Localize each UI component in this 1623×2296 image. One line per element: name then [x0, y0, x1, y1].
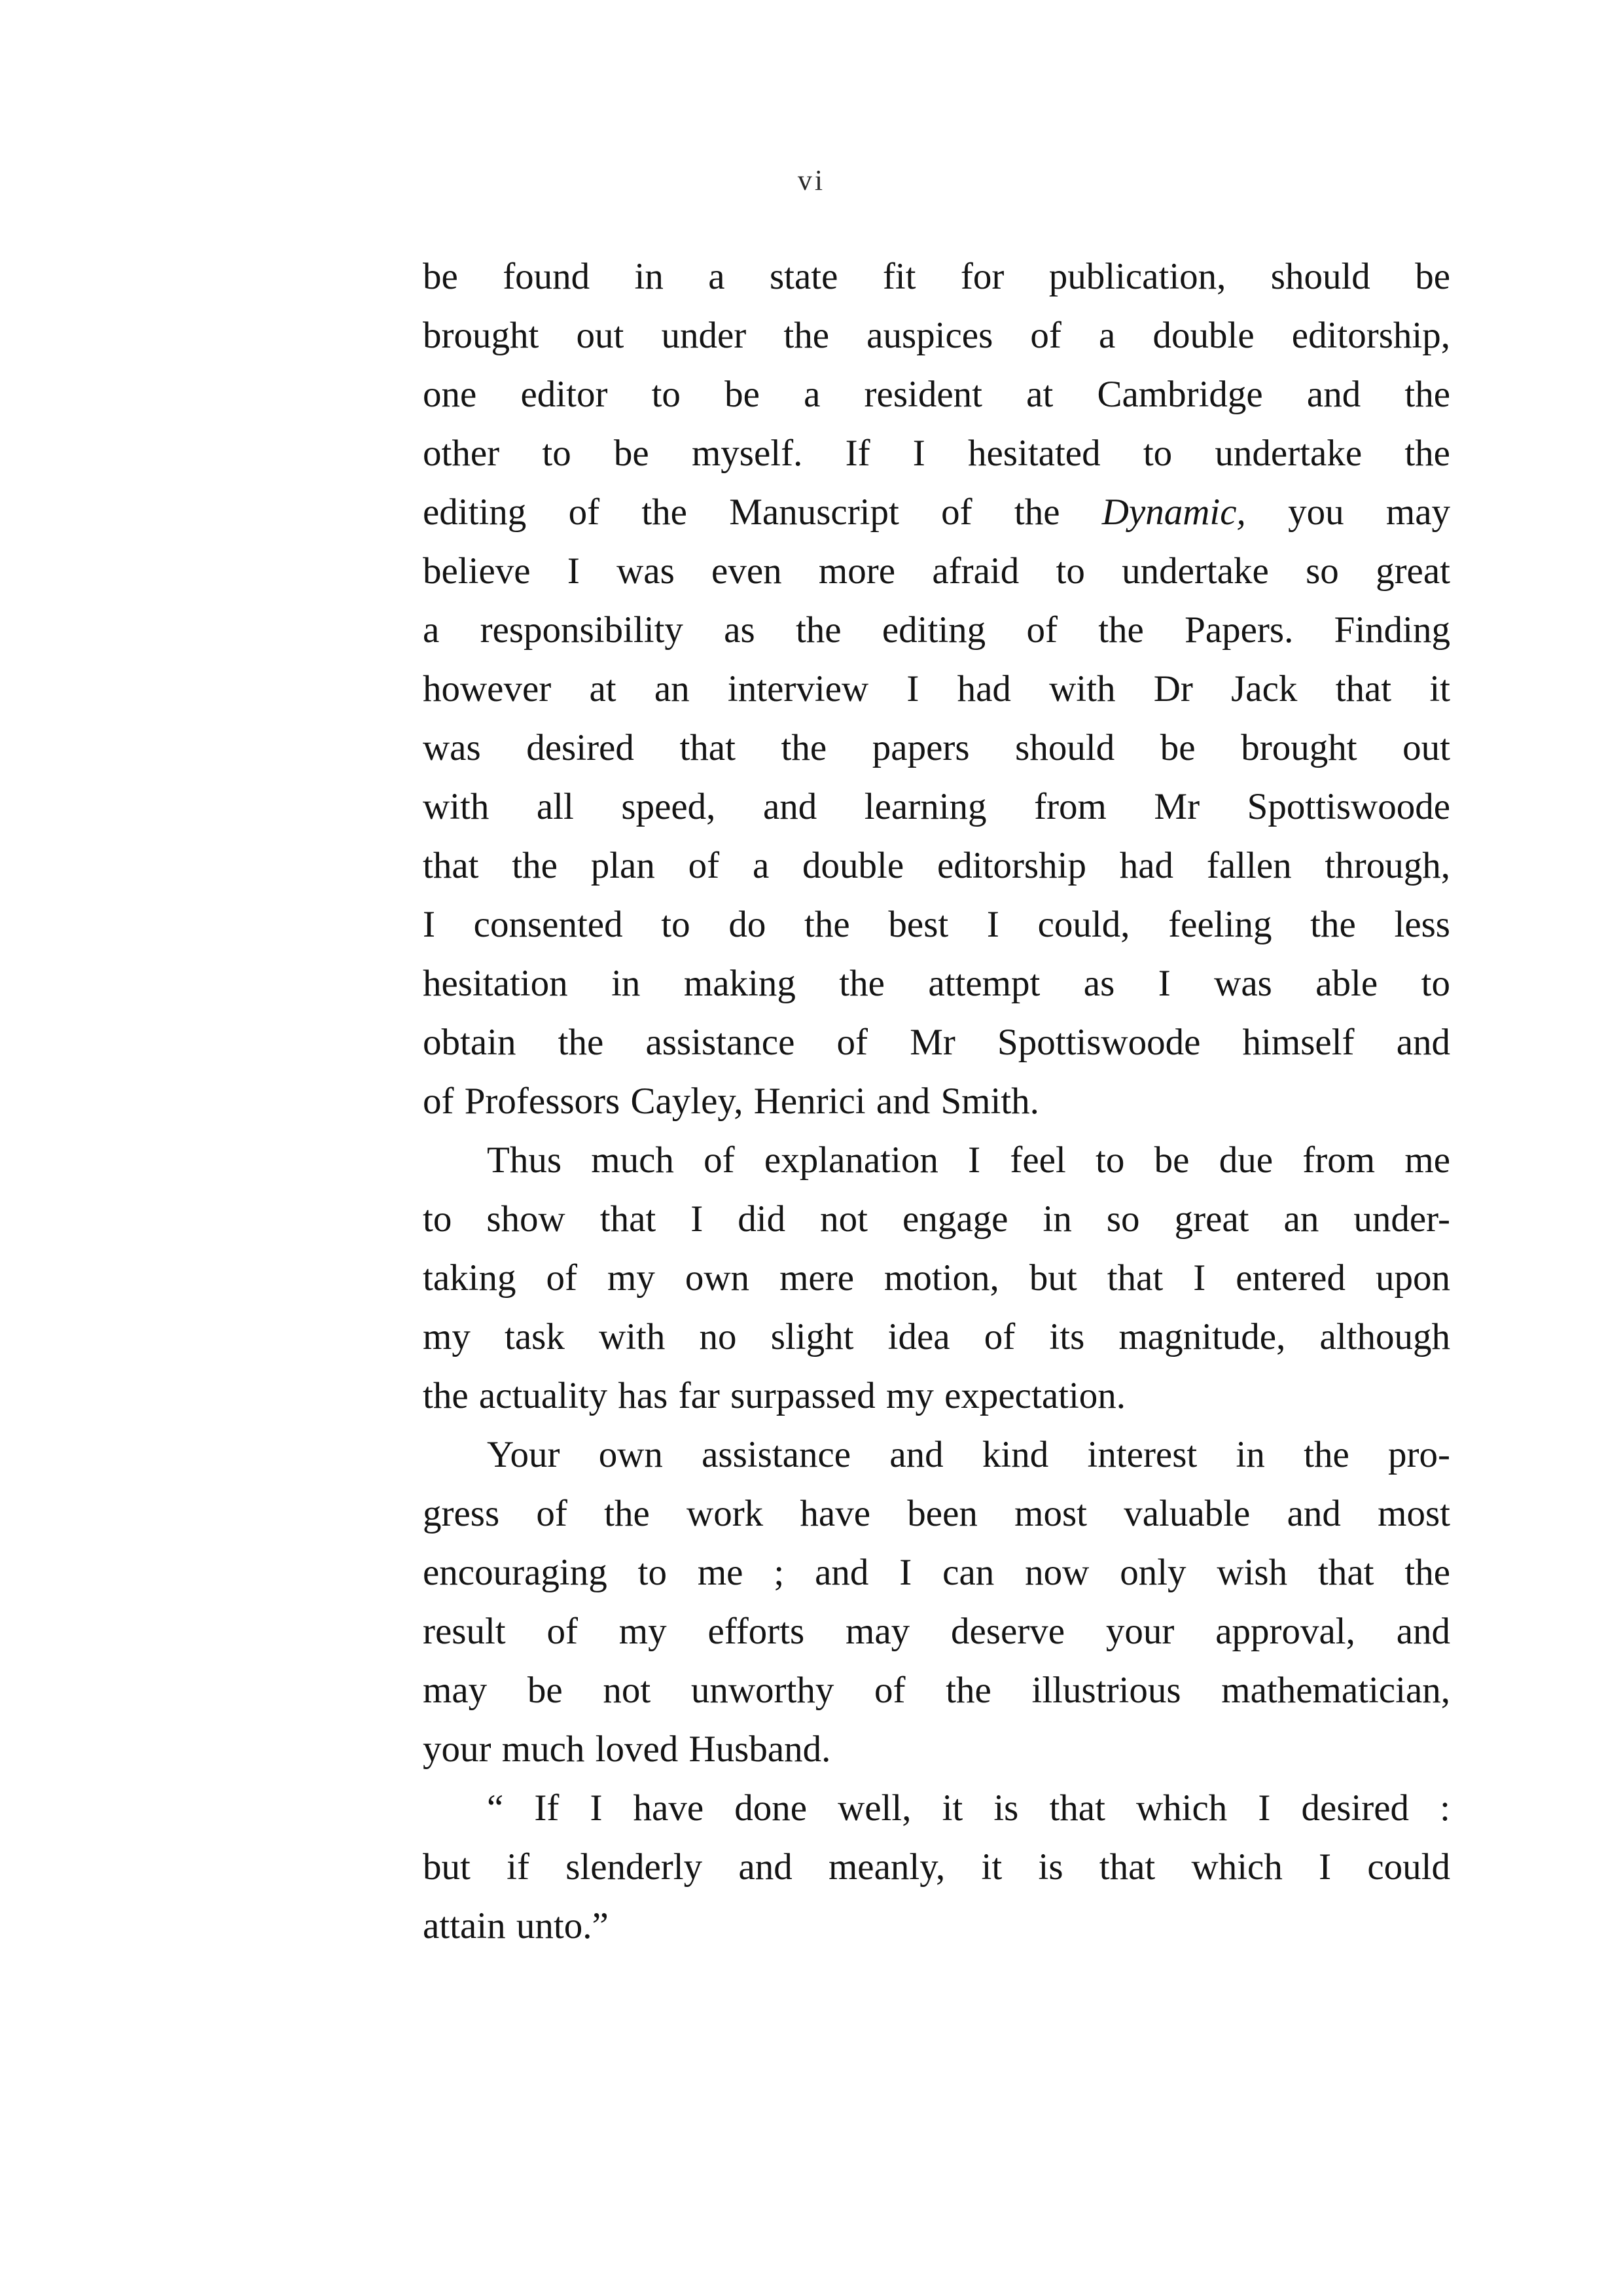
text-line: may be not unworthy of the illustrious mathematician,	[423, 1670, 1450, 1711]
italic-title: Dynamic,	[1101, 492, 1246, 533]
page-number: vi	[797, 164, 826, 196]
text-line: Thus much of explanation I feel to be due from me	[487, 1139, 1450, 1181]
text-line: be found in a state fit for publication, should be	[423, 256, 1450, 297]
text-line: one editor to be a resident at Cambridge and the	[423, 374, 1450, 415]
text-line	[423, 483, 1450, 542]
text-line: my task with no slight idea of its magnitude, although	[423, 1316, 1450, 1357]
text-line: was desired that the papers should be brought out	[423, 727, 1450, 768]
text-line: of Professors Cayley, Henrici and Smith.	[423, 1081, 1039, 1122]
body-text	[423, 247, 1450, 1956]
quote-line: but if slenderly and meanly, it is that which I could	[423, 1846, 1450, 1888]
text-line: other to be myself. If I hesitated to undertake the	[423, 433, 1450, 474]
text-line: obtain the assistance of Mr Spottiswoode himself and	[423, 1022, 1450, 1063]
text-line: believe I was even more afraid to undertake so great	[423, 550, 1450, 592]
text-line: your much loved Husband.	[423, 1729, 831, 1770]
text-line: brought out under the auspices of a double editorship,	[423, 315, 1450, 356]
text-line: Your own assistance and kind interest in the pro-	[487, 1434, 1450, 1475]
text-line: a responsibility as the editing of the Papers. Finding	[423, 609, 1450, 651]
text-line: that the plan of a double editorship had fallen through,	[423, 845, 1450, 886]
quote-line: attain unto.”	[423, 1905, 609, 1946]
text-line: however at an interview I had with Dr Jack that it	[423, 668, 1450, 709]
text-line: taking of my own mere motion, but that I entered upon	[423, 1257, 1450, 1299]
text-run: you may	[1245, 492, 1450, 533]
text-line: encouraging to me ; and I can now only wish that the	[423, 1552, 1450, 1593]
text-line: hesitation in making the attempt as I was able to	[423, 963, 1450, 1004]
text-line: the actuality has far surpassed my expectation.	[423, 1375, 1126, 1416]
text-line: with all speed, and learning from Mr Spottiswoode	[423, 786, 1450, 827]
text-line: result of my efforts may deserve your approval, and	[423, 1611, 1450, 1652]
quote-line: “ If I have done well, it is that which I desired :	[487, 1787, 1450, 1829]
text-run: editing of the Manuscript of the	[423, 492, 1102, 533]
text-line: gress of the work have been most valuable and most	[423, 1493, 1450, 1534]
text-line: I consented to do the best I could, feeling the less	[423, 904, 1450, 945]
text-line: to show that I did not engage in so great an under-	[423, 1198, 1450, 1240]
